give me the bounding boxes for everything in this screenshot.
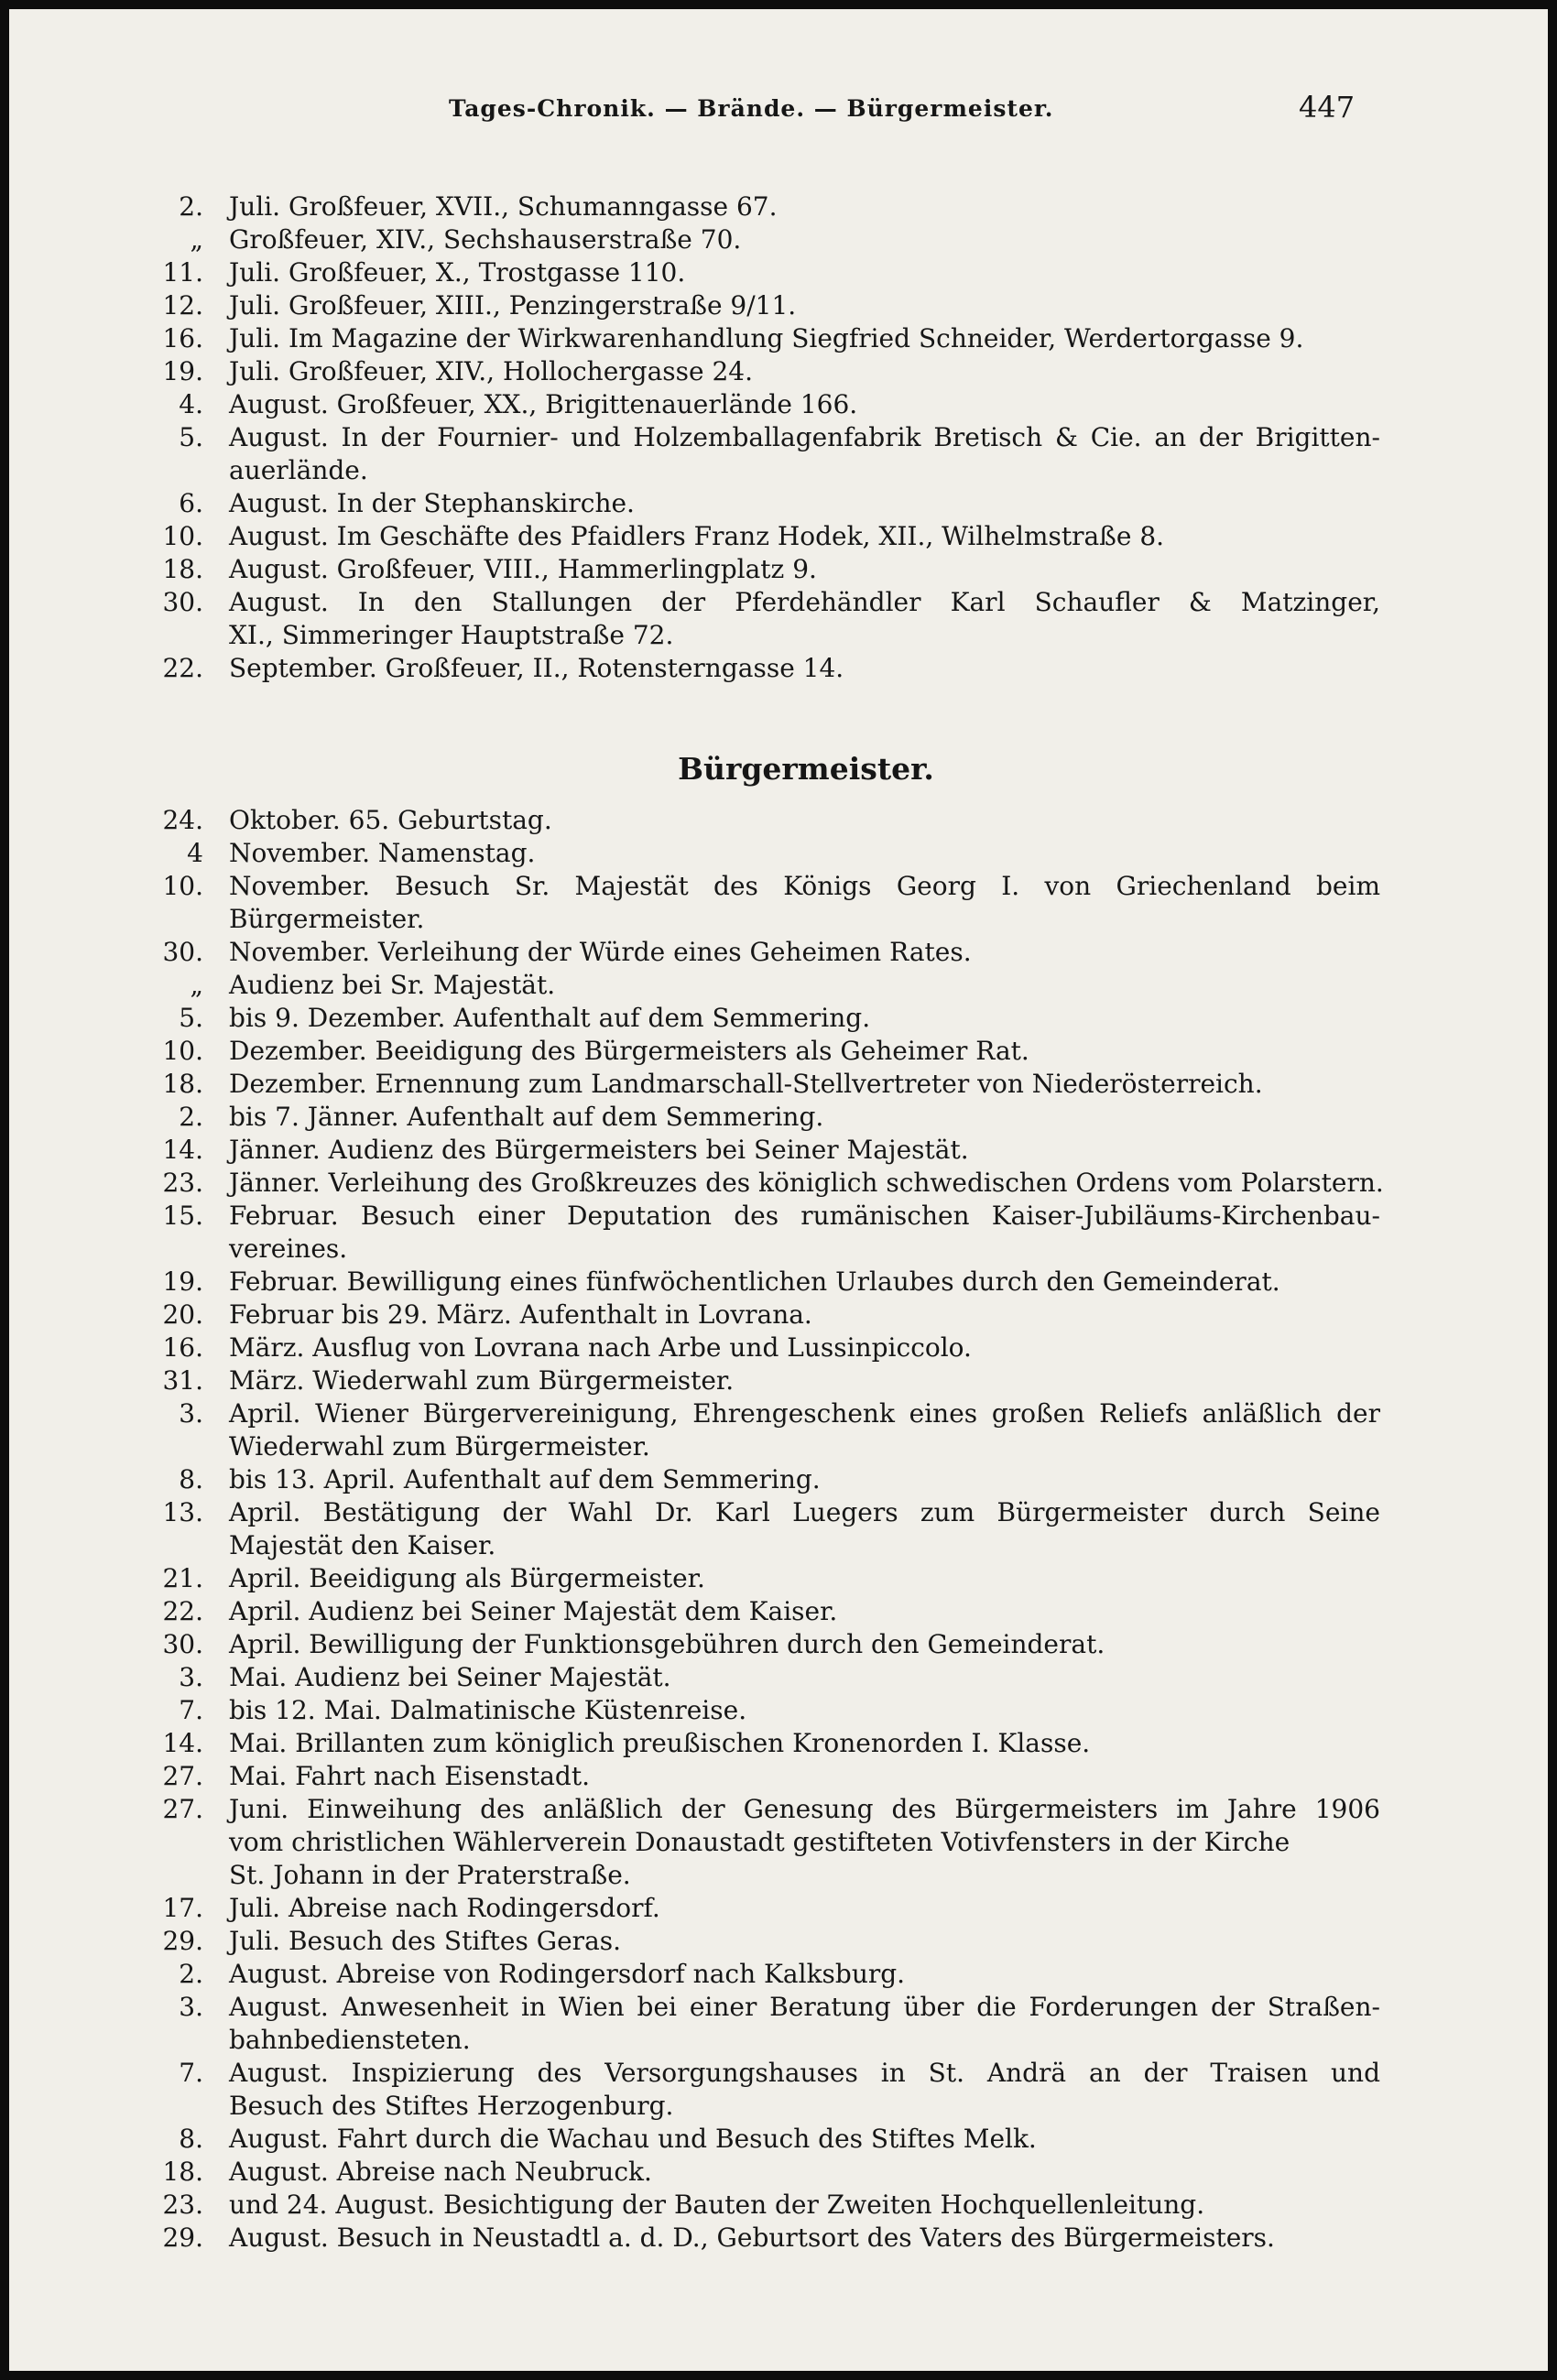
entry-text: bis 7. Jänner. Aufenthalt auf dem Semmering.: [229, 1102, 824, 1132]
list-item: [9, 1958, 1380, 1991]
entry-date-number: 27.: [162, 1761, 203, 1791]
list-item: [9, 1892, 1380, 1925]
entry-text: April. Wiener Bürgervereinigung, Ehrengeschenk eines großen Reliefs anläßlich der: [229, 1398, 1380, 1429]
list-item: [9, 322, 1380, 355]
running-title: Tages-Chronik. — Brände. — Bürgermeister.: [449, 95, 1054, 122]
entry-text: Juli. Großfeuer, XIV., Hollochergasse 24.: [229, 356, 754, 386]
entry-text: August. Abreise von Rodingersdorf nach Kalksburg.: [229, 1959, 906, 1989]
list-item: [9, 837, 1380, 870]
list-item: [9, 1595, 1380, 1628]
entry-date-number: 30.: [162, 937, 203, 967]
entry-text: St. Johann in der Praterstraße.: [229, 1860, 631, 1890]
entry-date-number: 18.: [162, 554, 203, 584]
list-item: [9, 1694, 1380, 1727]
list-item: [9, 1101, 1380, 1134]
list-item: [9, 2222, 1380, 2255]
entry-text: August. Großfeuer, XX., Brigittenauerlände 166.: [229, 389, 858, 419]
entry-date-number: 27.: [162, 1794, 203, 1824]
mayor-list: [9, 804, 1548, 2255]
entry-date-number: 10.: [162, 1036, 203, 1066]
entry-date-number: 19.: [162, 356, 203, 386]
list-item: [9, 1562, 1380, 1595]
entry-date-number: 30.: [162, 587, 203, 617]
entry-date-number: 18.: [162, 2157, 203, 2187]
page-number: 447: [1299, 90, 1356, 125]
entry-text: Besuch des Stiftes Herzogenburg.: [229, 2091, 674, 2121]
entry-text: Dezember. Beeidigung des Bürgermeisters als Geheimer Rat.: [229, 1036, 1029, 1066]
entry-text: vom christlichen Wählerverein Donaustadt gestifteten Votivfensters in der Kirche: [229, 1827, 1290, 1857]
list-item: [9, 1200, 1380, 1266]
entry-text: Februar bis 29. März. Aufenthalt in Lovrana.: [229, 1299, 812, 1330]
entry-date-number: 8.: [179, 2124, 203, 2154]
entry-text: November. Verleihung der Würde eines Geheimen Rates.: [229, 937, 972, 967]
list-item: [9, 870, 1380, 936]
entry-text: Juli. Im Magazine der Wirkwarenhandlung Siegfried Schneider, Werdertorgasse 9.: [229, 323, 1304, 353]
entry-text: bis 12. Mai. Dalmatinische Küstenreise.: [229, 1695, 747, 1725]
entry-text: November. Besuch Sr. Majestät des Königs Georg I. von Griechenland beim: [229, 871, 1380, 901]
list-item: [9, 2057, 1380, 2123]
entry-date-number: 2.: [179, 1959, 203, 1989]
entry-text: Juli. Großfeuer, XIII., Penzingerstraße 9/11.: [229, 290, 797, 321]
entry-text: Dezember. Ernennung zum Landmarschall-Stellvertreter von Niederösterreich.: [229, 1069, 1263, 1099]
entry-date-number: 4: [187, 838, 203, 868]
list-item: [9, 1299, 1380, 1331]
entry-date-number: 29.: [162, 2222, 203, 2253]
entry-text: Juli. Großfeuer, X., Trostgasse 110.: [229, 257, 686, 288]
entry-date-number: 13.: [162, 1497, 203, 1527]
entry-date-number: „: [190, 970, 203, 1000]
list-item: [9, 1266, 1380, 1299]
entry-text: August. Inspizierung des Versorgungshauses in St. Andrä an der Traisen und: [229, 2058, 1380, 2088]
entry-text: August. In den Stallungen der Pferdehändler Karl Schaufler & Matzinger,: [229, 587, 1380, 617]
entry-date-number: 17.: [162, 1893, 203, 1923]
list-item: [9, 586, 1380, 652]
entry-text: März. Ausflug von Lovrana nach Arbe und Lussinpiccolo.: [229, 1332, 972, 1363]
entry-text: August. Fahrt durch die Wachau und Besuch des Stiftes Melk.: [229, 2124, 1037, 2154]
list-item: [9, 2123, 1380, 2156]
entry-text: Juli. Besuch des Stiftes Geras.: [229, 1926, 622, 1956]
entry-date-number: 2.: [179, 191, 203, 222]
entry-date-number: 22.: [162, 653, 203, 683]
entry-text: XI., Simmeringer Hauptstraße 72.: [229, 620, 674, 650]
list-item: [9, 355, 1380, 388]
entry-text: Juli. Großfeuer, XVII., Schumanngasse 67.: [229, 191, 778, 222]
list-item: [9, 2156, 1380, 2189]
list-item: [9, 520, 1380, 553]
entry-date-number: 6.: [179, 488, 203, 518]
section-title: Bürgermeister.: [678, 751, 934, 787]
entry-date-number: 30.: [162, 1629, 203, 1659]
entry-date-number: 23.: [162, 2190, 203, 2220]
list-item: [9, 936, 1380, 969]
entry-date-number: 5.: [179, 1003, 203, 1033]
entry-text: Jänner. Verleihung des Großkreuzes des königlich schwedischen Ordens vom Polarstern.: [229, 1168, 1384, 1198]
entry-text: April. Bestätigung der Wahl Dr. Karl Luegers zum Bürgermeister durch Seine: [229, 1497, 1380, 1527]
list-item: [9, 1167, 1384, 1200]
entry-text: September. Großfeuer, II., Rotensterngasse 14.: [229, 653, 844, 683]
entry-text: November. Namenstag.: [229, 838, 536, 868]
list-item: [9, 2189, 1380, 2222]
list-item: [9, 1991, 1380, 2057]
entry-text: und 24. August. Besichtigung der Bauten der Zweiten Hochquellenleitung.: [229, 2190, 1205, 2220]
entry-date-number: 2.: [179, 1102, 203, 1132]
list-item: [9, 1925, 1380, 1958]
entry-date-number: 5.: [179, 422, 203, 452]
entry-date-number: 11.: [162, 257, 203, 288]
entry-text: März. Wiederwahl zum Bürgermeister.: [229, 1365, 735, 1396]
list-item: [9, 1727, 1380, 1760]
list-item: [9, 421, 1380, 487]
list-item: [9, 388, 1380, 421]
entry-date-number: 10.: [162, 521, 203, 551]
entry-text: auerlände.: [229, 455, 368, 485]
entry-date-number: 22.: [162, 1596, 203, 1626]
entry-text: August. Großfeuer, VIII., Hammerlingplatz 9.: [229, 554, 817, 584]
list-item: [9, 289, 1380, 322]
entry-date-number: 20.: [162, 1299, 203, 1330]
list-item: [9, 1397, 1380, 1463]
entry-text: August. In der Stephanskirche.: [229, 488, 635, 518]
entry-text: Mai. Audienz bei Seiner Majestät.: [229, 1662, 671, 1692]
entry-date-number: 7.: [179, 2058, 203, 2088]
entry-date-number: 15.: [162, 1201, 203, 1231]
entry-text: bis 13. April. Aufenthalt auf dem Semmering.: [229, 1464, 821, 1494]
entry-text: Juni. Einweihung des anläßlich der Genesung des Bürgermeisters im Jahre 1906: [229, 1794, 1380, 1824]
entry-text: Majestät den Kaiser.: [229, 1530, 496, 1560]
entry-date-number: 16.: [162, 323, 203, 353]
entry-text: August. Im Geschäfte des Pfaidlers Franz Hodek, XII., Wilhelmstraße 8.: [229, 521, 1165, 551]
entry-date-number: 21.: [162, 1563, 203, 1593]
list-item: [9, 969, 1380, 1002]
entry-date-number: 31.: [162, 1365, 203, 1396]
list-item: [9, 1628, 1380, 1661]
list-item: [9, 1035, 1380, 1068]
entry-text: April. Beeidigung als Bürgermeister.: [229, 1563, 705, 1593]
entry-text: vereines.: [229, 1233, 348, 1264]
entry-text: Juli. Abreise nach Rodingersdorf.: [229, 1893, 660, 1923]
entry-date-number: 23.: [162, 1168, 203, 1198]
list-item: [9, 1331, 1380, 1364]
list-item: [9, 223, 1380, 256]
fires-list: [9, 190, 1548, 685]
list-item: [9, 1002, 1380, 1035]
entry-text: bis 9. Dezember. Aufenthalt auf dem Semmering.: [229, 1003, 871, 1033]
entry-date-number: 12.: [162, 290, 203, 321]
entry-text: Februar. Besuch einer Deputation des rumänischen Kaiser-Jubiläums-Kirchenbau-: [229, 1201, 1380, 1231]
entry-date-number: 29.: [162, 1926, 203, 1956]
document-page: [9, 9, 1548, 2371]
entry-date-number: 10.: [162, 871, 203, 901]
list-item: [9, 190, 1380, 223]
entry-text: Mai. Brillanten zum königlich preußischen Kronenorden I. Klasse.: [229, 1728, 1091, 1758]
entry-date-number: 3.: [179, 1992, 203, 2022]
entry-date-number: 7.: [179, 1695, 203, 1725]
entry-date-number: 14.: [162, 1135, 203, 1165]
entry-text: August. Anwesenheit in Wien bei einer Beratung über die Forderungen der Straßen-: [229, 1992, 1380, 2022]
entry-text: August. In der Fournier- und Holzemballagenfabrik Bretisch & Cie. an der Brigitten-: [229, 422, 1380, 452]
entry-date-number: 18.: [162, 1069, 203, 1099]
entry-text: Bürgermeister.: [229, 904, 425, 934]
entry-text: bahnbediensteten.: [229, 2025, 471, 2055]
entry-text: Großfeuer, XIV., Sechshauserstraße 70.: [229, 224, 742, 255]
entry-date-number: 8.: [179, 1464, 203, 1494]
entry-text: August. Besuch in Neustadtl a. d. D., Geburtsort des Vaters des Bürgermeisters.: [229, 2222, 1275, 2253]
list-item: [9, 1793, 1380, 1892]
entry-text: Jänner. Audienz des Bürgermeisters bei Seiner Majestät.: [229, 1135, 969, 1165]
entry-text: Februar. Bewilligung eines fünfwöchentlichen Urlaubes durch den Gemeinderat.: [229, 1266, 1280, 1297]
entry-text: April. Bewilligung der Funktionsgebühren durch den Gemeinderat.: [229, 1629, 1105, 1659]
entry-text: Wiederwahl zum Bürgermeister.: [229, 1431, 650, 1462]
list-item: [9, 553, 1380, 586]
list-item: [9, 804, 1380, 837]
entry-date-number: 16.: [162, 1332, 203, 1363]
list-item: [9, 1134, 1380, 1167]
entry-text: Oktober. 65. Geburtstag.: [229, 805, 552, 835]
list-item: [9, 1364, 1380, 1397]
entry-date-number: 24.: [162, 805, 203, 835]
entry-text: August. Abreise nach Neubruck.: [229, 2157, 652, 2187]
list-item: [9, 1760, 1380, 1793]
entry-text: Mai. Fahrt nach Eisenstadt.: [229, 1761, 591, 1791]
list-item: [9, 256, 1380, 289]
list-item: [9, 1661, 1380, 1694]
list-item: [9, 1496, 1380, 1562]
page-header: [9, 90, 1548, 136]
entry-date-number: 19.: [162, 1266, 203, 1297]
entry-date-number: 14.: [162, 1728, 203, 1758]
list-item: [9, 1068, 1380, 1101]
entry-date-number: 3.: [179, 1398, 203, 1429]
entry-date-number: 3.: [179, 1662, 203, 1692]
list-item: [9, 1463, 1380, 1496]
entry-text: Audienz bei Sr. Majestät.: [229, 970, 556, 1000]
list-item: [9, 652, 1380, 685]
entry-date-number: „: [190, 224, 203, 255]
list-item: [9, 487, 1380, 520]
entry-text: April. Audienz bei Seiner Majestät dem Kaiser.: [229, 1596, 838, 1626]
entry-date-number: 4.: [179, 389, 203, 419]
